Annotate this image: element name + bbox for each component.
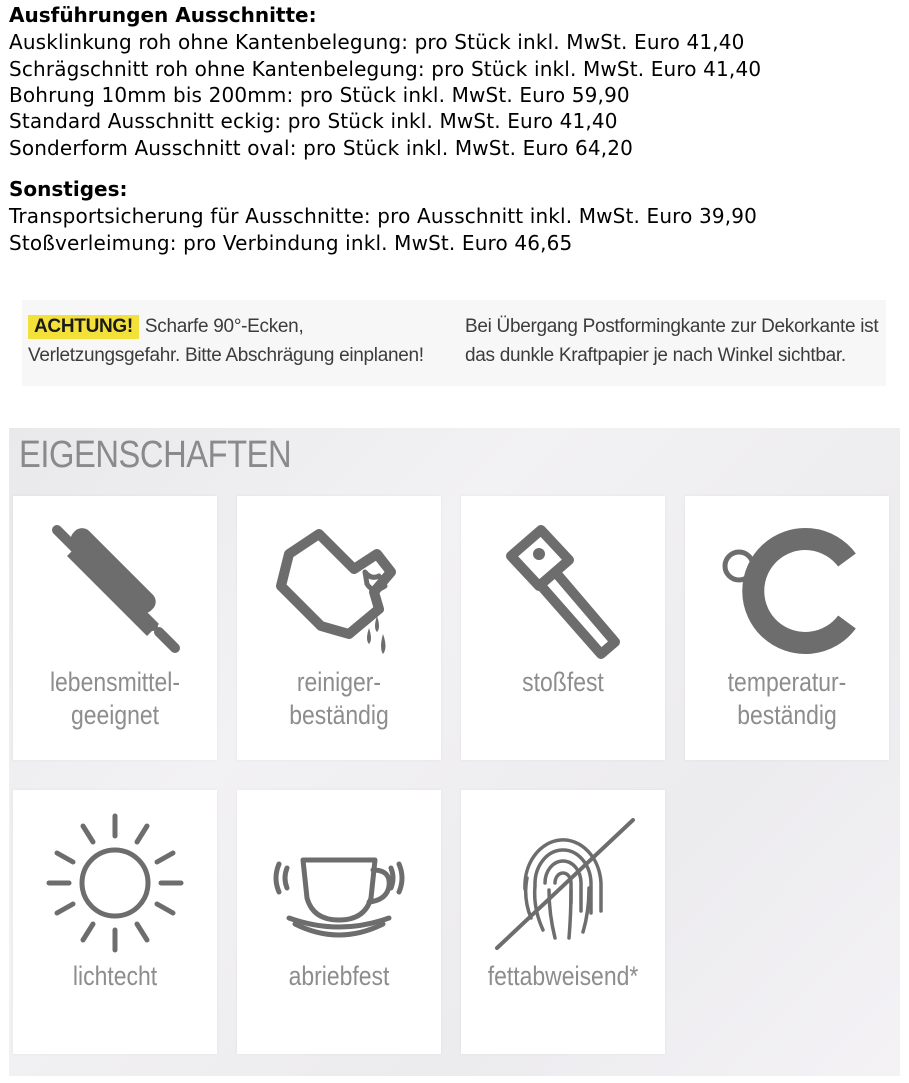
warning-right-line1: Bei Übergang Postformingkante zur Dekorkante ist [465,316,879,337]
property-card-food-safe [13,496,217,760]
other-line: Transportsicherung für Ausschnitte: pro Ausschnitt inkl. MwSt. Euro 39,90 [9,204,757,228]
cutout-line: Ausklinkung roh ohne Kantenbelegung: pro Stück inkl. MwSt. Euro 41,40 [9,30,745,54]
cutout-line: Bohrung 10mm bis 200mm: pro Stück inkl. MwSt. Euro 59,90 [9,83,630,107]
property-card-grease-repellent [461,790,665,1054]
warning-right-line2: das dunkle Kraftpapier je nach Winkel sichtbar. [465,345,846,366]
property-label: lebensmittel- geeignet [49,667,181,730]
coffee-cup-icon [259,808,419,958]
warning-left-line2: Verletzungsgefahr. Bitte Abschrägung einplanen! [28,345,424,366]
property-label: fettabweisend* [487,961,639,991]
cutout-line: Schrägschnitt roh ohne Kantenbelegung: pro Stück inkl. MwSt. Euro 41,40 [9,57,762,81]
property-card-temperature-resistant [685,496,889,760]
property-label: stoßfest [522,667,604,697]
sun-icon [35,808,195,958]
warning-right-text [465,312,885,370]
property-card-lightfast [13,790,217,1054]
property-label: lichtecht [72,961,158,991]
achtung-badge: ACHTUNG! [28,315,139,339]
celsius-icon [707,514,867,664]
other-title: Sonstiges: [9,177,128,201]
fingerprint-crossed-icon [483,808,643,958]
properties-panel [9,428,900,1076]
property-label: reiniger- beständig [289,667,389,730]
other-line: Stoßverleimung: pro Verbindung inkl. MwSt. Euro 46,65 [9,231,573,255]
warning-left-line1: Scharfe 90°-Ecken, [144,316,304,337]
property-card-cleaner-resistant [237,496,441,760]
property-label: temperatur- beständig [727,667,847,730]
warning-box [22,300,886,386]
property-label: abriebfest [288,961,390,991]
property-card-abrasion-resistant [237,790,441,1054]
cutout-line: Standard Ausschnitt eckig: pro Stück inkl. MwSt. Euro 41,40 [9,109,618,133]
properties-title: EIGENSCHAFTEN [19,434,292,476]
hammer-icon [483,514,643,664]
warning-left-text [28,312,438,370]
cleaner-bottle-icon [259,514,419,664]
cutout-line: Sonderform Ausschnitt oval: pro Stück inkl. MwSt. Euro 64,20 [9,136,634,160]
rolling-pin-icon [35,514,195,664]
property-card-impact-resistant [461,496,665,760]
cutouts-title: Ausführungen Ausschnitte: [9,3,317,27]
